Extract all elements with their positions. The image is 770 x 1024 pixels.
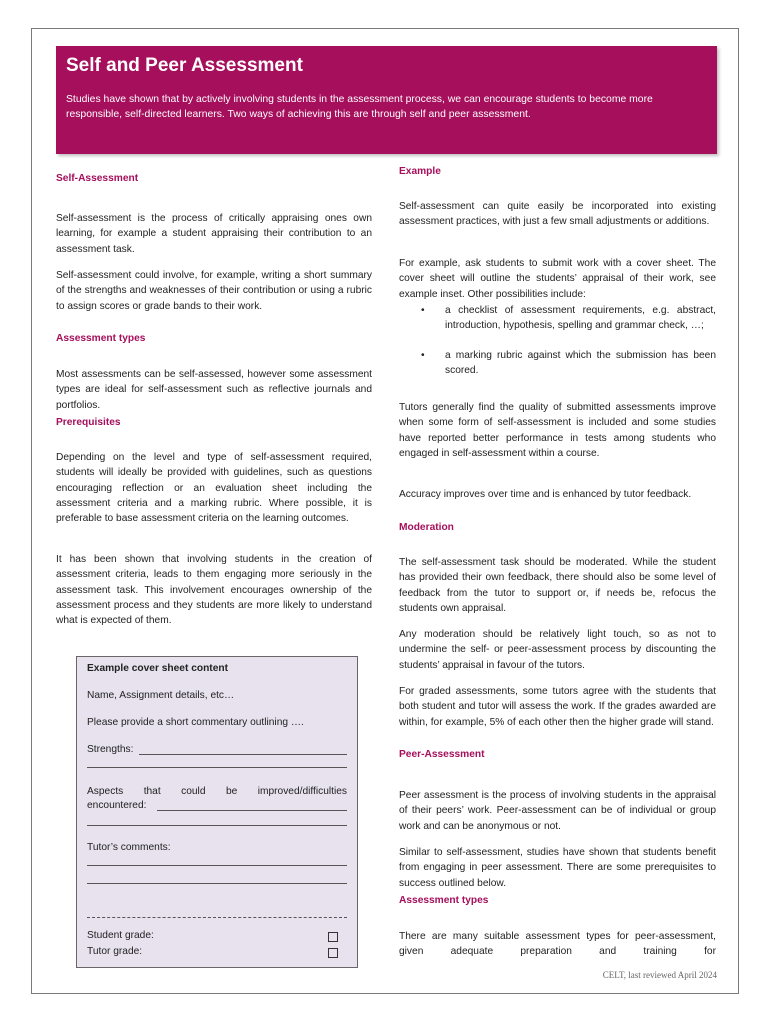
peer-assessment-heading: Peer-Assessment: [399, 749, 485, 760]
student-grade-row: [87, 929, 347, 943]
dashed-divider: [87, 917, 347, 918]
bullet-icon: •: [421, 305, 425, 316]
student-grade-checkbox: [328, 932, 338, 942]
footer-note: CELT, last reviewed April 2024: [602, 970, 717, 980]
peer-assessment-types-paragraph: There are many suitable assessment types for peer-assessment, given adequate preparation and training for: [399, 931, 716, 958]
student-grade-label: Student grade:: [87, 930, 154, 941]
aspects-label-line-2: encountered:: [87, 800, 147, 811]
cover-sheet-name-line: Name, Assignment details, etc…: [87, 690, 235, 701]
strengths-label: Strengths:: [87, 744, 134, 755]
moderation-heading: Moderation: [399, 522, 454, 533]
title-banner: [56, 46, 717, 154]
cover-sheet-inset: [76, 656, 358, 968]
example-heading: Example: [399, 166, 441, 177]
cover-sheet-title: Example cover sheet content: [87, 663, 228, 674]
strengths-underline: [139, 754, 347, 755]
blank-line: [87, 865, 347, 866]
peer-assessment-paragraph-1: Peer assessment is the process of involving students in the appraisal of their peers’ work. Peer-assessment can be of individual or group work and can be anonymous or not.: [399, 790, 716, 832]
aspects-underline: [157, 810, 347, 811]
self-assessment-paragraph-2: Self-assessment could involve, for example, writing a short summary of the strengths and weaknesses of their contribution or using a rubric to assign scores or grade bands to their work.: [56, 270, 372, 312]
blank-line: [87, 767, 347, 768]
blank-line: [87, 883, 347, 884]
example-paragraph-1: Self-assessment can quite easily be incorporated into existing assessment practices, with just a few small adjustments or additions.: [399, 201, 716, 228]
bullet-icon: •: [421, 350, 425, 361]
list-item: [399, 303, 716, 333]
self-assessment-heading: Self-Assessment: [56, 173, 139, 184]
blank-line: [87, 825, 347, 826]
example-paragraph-3: Tutors generally find the quality of submitted assessments improve when some form of self-assessment is included and some studies have reported better performance in tests among students who engaged in self-assessment within a course.: [399, 402, 716, 459]
prerequisites-heading: Prerequisites: [56, 417, 121, 428]
peer-assessment-types-heading: Assessment types: [399, 895, 489, 906]
prerequisites-paragraph-2: It has been shown that involving students in the creation of assessment criteria, leads to them engaging more seriously in the assessment task. This involvement encourages ownership of the assessment process and they students are more likely to understand what is expected of them.: [56, 554, 372, 626]
aspects-label-line-1: Aspects that could be improved/difficulties: [87, 786, 347, 797]
prerequisites-paragraph-1: Depending on the level and type of self-assessment required, students will ideally be provided with guidelines, such as questions encouraging reflection or an evaluation sheet including the assessment criteria and a marking rubric. Where possible, it is preferable to base assessment criteria on the learning outcomes.: [56, 452, 372, 524]
list-item-text: a marking rubric against which the submission has been scored.: [445, 350, 716, 377]
moderation-paragraph-2: Any moderation should be relatively light touch, so as not to undermine the self- or peer-assessment process by discounting the students’ appraisal in favour of the tutors.: [399, 629, 716, 671]
page-title: Self and Peer Assessment: [66, 55, 303, 76]
banner-intro: Studies have shown that by actively involving students in the assessment process, we can encourage students to become more responsible, self-directed learners. Two ways of achieving this are through self and peer assessment.: [66, 94, 653, 120]
tutor-grade-row: [87, 945, 347, 959]
tutor-grade-checkbox: [328, 948, 338, 958]
example-paragraph-4: Accuracy improves over time and is enhanced by tutor feedback.: [399, 489, 692, 501]
list-item-text: a checklist of assessment requirements, e.g. abstract, introduction, hypothesis, spelling and grammar check, …;: [445, 305, 716, 332]
self-assessment-paragraph-1: Self-assessment is the process of critically appraising ones own learning, for example a student appraising their contribution to an assessment task.: [56, 213, 372, 255]
example-paragraph-2: For example, ask students to submit work with a cover sheet. The cover sheet will outline the students’ appraisal of their work, see example inset. Other possibilities include:: [399, 258, 716, 300]
aspects-row: [87, 799, 347, 813]
assessment-types-heading: Assessment types: [56, 333, 146, 344]
tutor-grade-label: Tutor grade:: [87, 946, 143, 957]
moderation-paragraph-3: For graded assessments, some tutors agree with the students that both student and tutor will assess the work. If the grades awarded are within, for example, 5% of each other then the higher grade will stand.: [399, 686, 716, 728]
moderation-paragraph-1: The self-assessment task should be moderated. While the student has provided their own feedback, there should also be some level of feedback from the tutor to support or, if needs be, refocus the students own appraisal.: [399, 557, 716, 614]
cover-sheet-commentary-line: Please provide a short commentary outlining ….: [87, 717, 304, 728]
assessment-types-paragraph: Most assessments can be self-assessed, however some assessment types are ideal for self-assessment such as reflective journals and portfolios.: [56, 369, 372, 411]
list-item: [399, 348, 716, 378]
strengths-row: [87, 743, 347, 757]
tutor-comments-label: Tutor’s comments:: [87, 842, 171, 853]
peer-assessment-paragraph-2: Similar to self-assessment, studies have shown that students benefit from engaging in peer assessment. There are some prerequisites to success outlined below.: [399, 847, 716, 889]
